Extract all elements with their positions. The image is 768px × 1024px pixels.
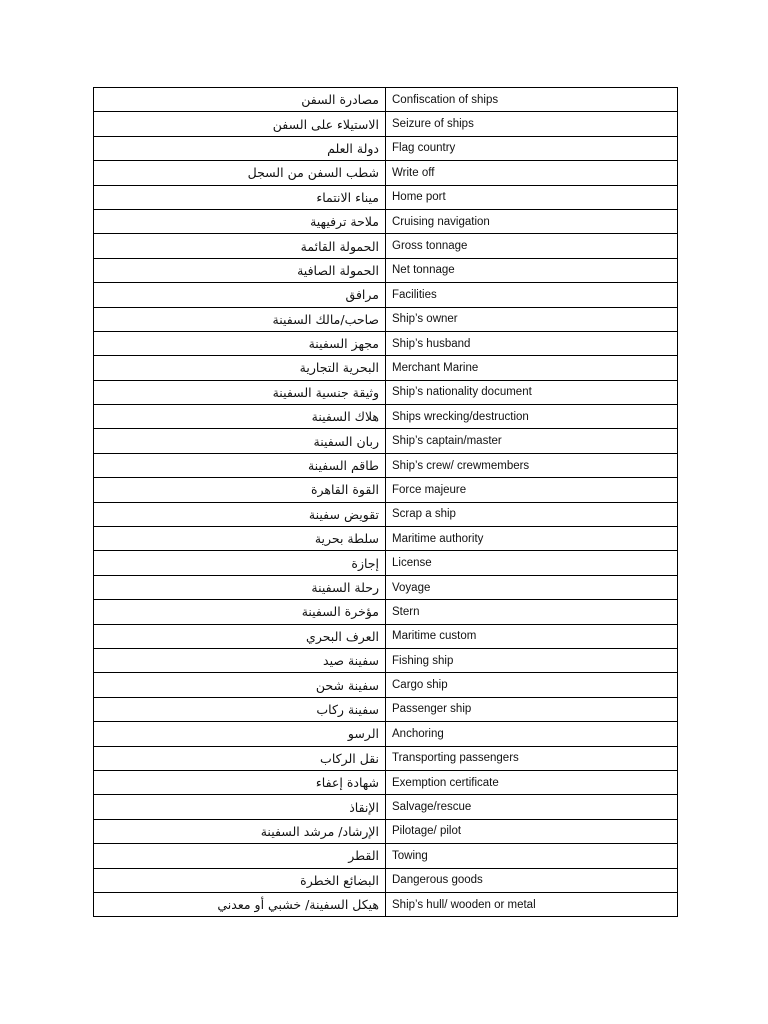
table-row	[94, 380, 678, 404]
english-term-cell: Voyage	[386, 575, 678, 599]
english-term-cell: Force majeure	[386, 478, 678, 502]
table-row	[94, 478, 678, 502]
english-term-cell: Ship’s nationality document	[386, 380, 678, 404]
arabic-term-cell: نقل الركاب	[94, 746, 386, 770]
arabic-term-cell: البحرية التجارية	[94, 356, 386, 380]
arabic-term-cell: هيكل السفينة/ خشبي أو معدني	[94, 892, 386, 916]
english-term-cell: Dangerous goods	[386, 868, 678, 892]
arabic-term-cell: هلاك السفينة	[94, 405, 386, 429]
table-row	[94, 868, 678, 892]
glossary-table	[93, 87, 678, 917]
table-row	[94, 136, 678, 160]
arabic-term-cell: شهادة إعفاء	[94, 770, 386, 794]
table-row	[94, 234, 678, 258]
arabic-term-cell: الرسو	[94, 722, 386, 746]
english-term-cell: Fishing ship	[386, 648, 678, 672]
table-row	[94, 112, 678, 136]
arabic-term-cell: الإرشاد/ مرشد السفينة	[94, 819, 386, 843]
table-row	[94, 88, 678, 112]
english-term-cell: Confiscation of ships	[386, 88, 678, 112]
english-term-cell: Net tonnage	[386, 258, 678, 282]
english-term-cell: Facilities	[386, 283, 678, 307]
english-term-cell: Ship’s husband	[386, 331, 678, 355]
english-term-cell: Ships wrecking/destruction	[386, 405, 678, 429]
arabic-term-cell: مجهز السفينة	[94, 331, 386, 355]
table-row	[94, 746, 678, 770]
table-row	[94, 770, 678, 794]
table-row	[94, 844, 678, 868]
arabic-term-cell: سفينة شحن	[94, 673, 386, 697]
arabic-term-cell: القطر	[94, 844, 386, 868]
arabic-term-cell: إجازة	[94, 551, 386, 575]
english-term-cell: Ship’s owner	[386, 307, 678, 331]
arabic-term-cell: الحمولة الصافية	[94, 258, 386, 282]
table-row	[94, 624, 678, 648]
table-row	[94, 697, 678, 721]
english-term-cell: Towing	[386, 844, 678, 868]
arabic-term-cell: الحمولة القائمة	[94, 234, 386, 258]
table-row	[94, 795, 678, 819]
glossary-table-body	[94, 88, 678, 917]
english-term-cell: Stern	[386, 600, 678, 624]
english-term-cell: Gross tonnage	[386, 234, 678, 258]
english-term-cell: Pilotage/ pilot	[386, 819, 678, 843]
english-term-cell: Maritime authority	[386, 527, 678, 551]
arabic-term-cell: دولة العلم	[94, 136, 386, 160]
arabic-term-cell: مؤخرة السفينة	[94, 600, 386, 624]
table-row	[94, 331, 678, 355]
arabic-term-cell: ميناء الانتماء	[94, 185, 386, 209]
english-term-cell: License	[386, 551, 678, 575]
table-row	[94, 307, 678, 331]
english-term-cell: Ship’s hull/ wooden or metal	[386, 892, 678, 916]
table-row	[94, 892, 678, 916]
arabic-term-cell: الإنقاذ	[94, 795, 386, 819]
english-term-cell: Scrap a ship	[386, 502, 678, 526]
table-row	[94, 283, 678, 307]
arabic-term-cell: رحلة السفينة	[94, 575, 386, 599]
arabic-term-cell: القوة القاهرة	[94, 478, 386, 502]
table-row	[94, 575, 678, 599]
english-term-cell: Maritime custom	[386, 624, 678, 648]
table-row	[94, 502, 678, 526]
english-term-cell: Salvage/rescue	[386, 795, 678, 819]
table-row	[94, 185, 678, 209]
arabic-term-cell: الاستيلاء على السفن	[94, 112, 386, 136]
arabic-term-cell: وثيقة جنسية السفينة	[94, 380, 386, 404]
table-row	[94, 673, 678, 697]
table-row	[94, 722, 678, 746]
table-row	[94, 405, 678, 429]
arabic-term-cell: تقويض سفينة	[94, 502, 386, 526]
english-term-cell: Ship’s crew/ crewmembers	[386, 453, 678, 477]
english-term-cell: Exemption certificate	[386, 770, 678, 794]
english-term-cell: Cargo ship	[386, 673, 678, 697]
arabic-term-cell: طاقم السفينة	[94, 453, 386, 477]
table-row	[94, 161, 678, 185]
arabic-term-cell: سفينة ركاب	[94, 697, 386, 721]
arabic-term-cell: شطب السفن من السجل	[94, 161, 386, 185]
table-row	[94, 819, 678, 843]
english-term-cell: Flag country	[386, 136, 678, 160]
arabic-term-cell: مرافق	[94, 283, 386, 307]
english-term-cell: Passenger ship	[386, 697, 678, 721]
arabic-term-cell: البضائع الخطرة	[94, 868, 386, 892]
arabic-term-cell: ملاحة ترفيهية	[94, 209, 386, 233]
english-term-cell: Write off	[386, 161, 678, 185]
english-term-cell: Anchoring	[386, 722, 678, 746]
english-term-cell: Transporting passengers	[386, 746, 678, 770]
english-term-cell: Seizure of ships	[386, 112, 678, 136]
english-term-cell: Ship’s captain/master	[386, 429, 678, 453]
table-row	[94, 648, 678, 672]
table-row	[94, 551, 678, 575]
arabic-term-cell: سلطة بحرية	[94, 527, 386, 551]
table-row	[94, 258, 678, 282]
arabic-term-cell: صاحب/مالك السفينة	[94, 307, 386, 331]
table-row	[94, 600, 678, 624]
arabic-term-cell: سفينة صيد	[94, 648, 386, 672]
arabic-term-cell: ربان السفينة	[94, 429, 386, 453]
table-row	[94, 453, 678, 477]
english-term-cell: Home port	[386, 185, 678, 209]
arabic-term-cell: العرف البحري	[94, 624, 386, 648]
table-row	[94, 429, 678, 453]
table-row	[94, 527, 678, 551]
arabic-term-cell: مصادرة السفن	[94, 88, 386, 112]
table-row	[94, 356, 678, 380]
table-row	[94, 209, 678, 233]
english-term-cell: Cruising navigation	[386, 209, 678, 233]
english-term-cell: Merchant Marine	[386, 356, 678, 380]
